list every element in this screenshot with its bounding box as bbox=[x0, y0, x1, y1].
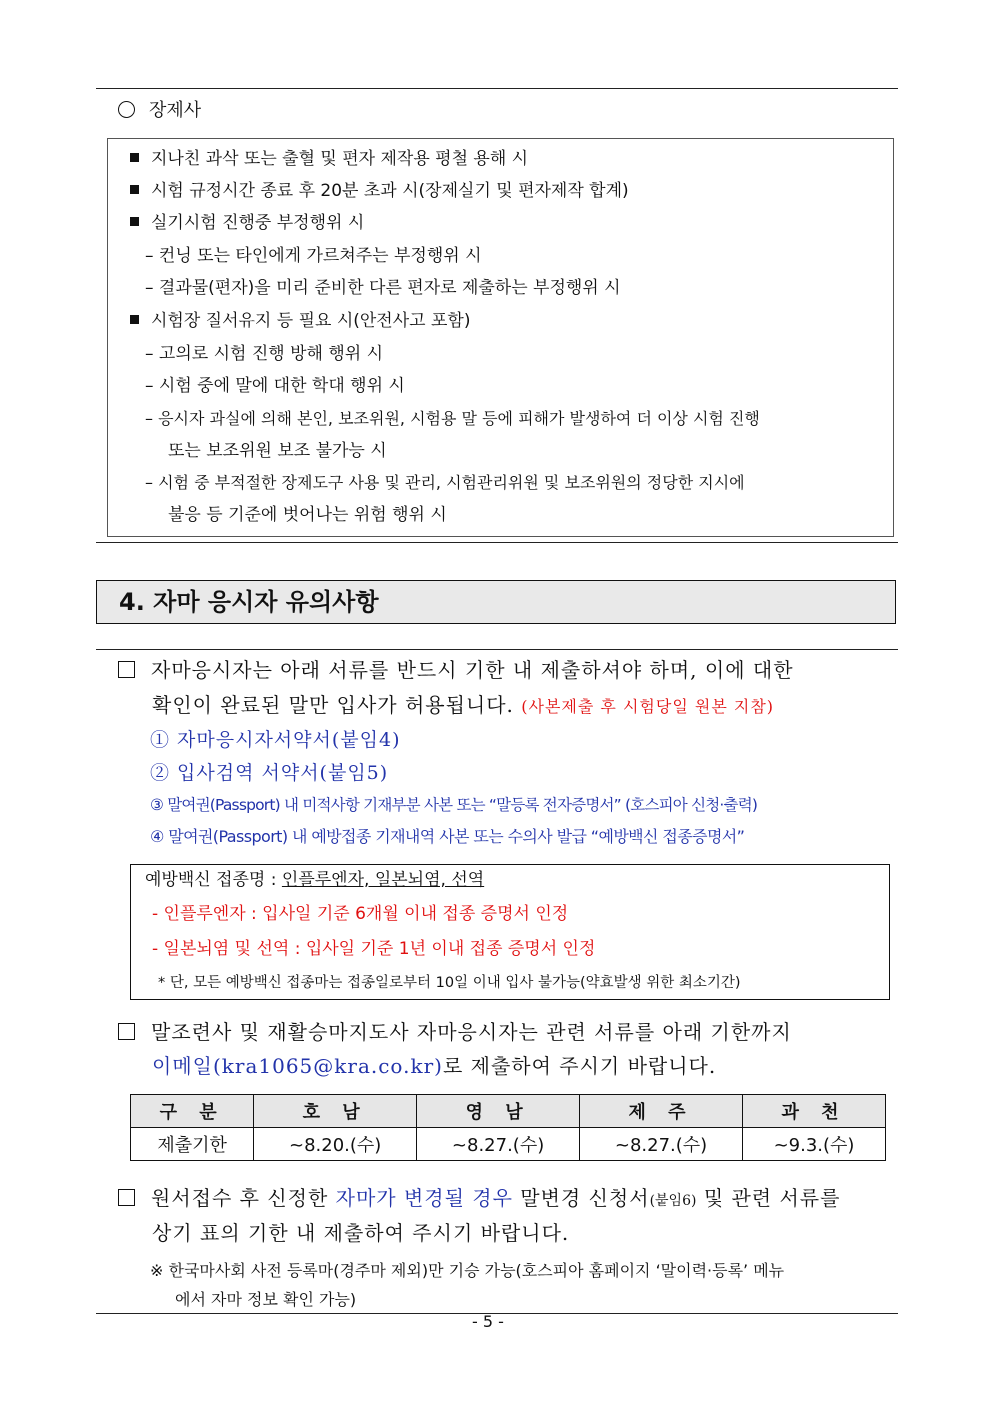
email-link[interactable]: 이메일(kra1065@kra.co.kr) bbox=[152, 1054, 443, 1078]
paragraph-2-line-1 bbox=[118, 1019, 792, 1045]
original-note: (사본제출 후 시험당일 원본 지참) bbox=[521, 697, 775, 716]
square-bullet-icon bbox=[130, 217, 139, 226]
square-bullet-icon bbox=[130, 185, 139, 194]
list-item-text: 응시자 과실에 의해 본인, 보조위원, 시험용 말 등에 피해가 발생하여 더 이상 시험 진행 bbox=[158, 409, 760, 428]
list-sub-item: – 시험 중 부적절한 장제도구 사용 및 관리, 시험관리위원 및 보조위원의 정당한 지시에 bbox=[145, 473, 745, 492]
document-item-4: ④ 말여권(Passport) 내 예방접종 기재내역 사본 또는 수의사 발급 “예방백신 접종증명서” bbox=[150, 827, 745, 846]
document-item-3: ③ 말여권(Passport) 내 미적사항 기재부분 사본 또는 “말등록 전자증명서” (호스피아 신청·출력) bbox=[150, 796, 758, 814]
paragraph-2-line-2 bbox=[152, 1053, 716, 1079]
list-item-text: 실기시험 진행중 부정행위 시 bbox=[151, 213, 365, 233]
divider bbox=[96, 542, 898, 543]
section-heading: 4. 자마 응시자 유의사항 bbox=[119, 588, 379, 616]
table-header-cell: 과 천 bbox=[743, 1095, 886, 1128]
paragraph-text: 로 제출하여 주시기 바랍니다. bbox=[442, 1054, 717, 1078]
registration-note: ※ 한국마사회 사전 등록마(경주마 제외)만 기승 가능(호스피아 홈페이지 ‘말이력·등록’ 메뉴 bbox=[150, 1261, 785, 1280]
paragraph-3-line-1 bbox=[118, 1185, 840, 1214]
list-item-text: 시험 규정시간 종료 후 20분 초과 시(장제실기 및 편자제작 합계) bbox=[151, 181, 629, 201]
paragraph-1-line-1 bbox=[118, 657, 794, 683]
vaccine-names: 인플루엔자, 일본뇌염, 선역 bbox=[281, 870, 485, 890]
list-sub-item-continuation: 또는 보조위원 보조 불가능 시 bbox=[168, 441, 387, 461]
list-sub-item: – 컨닝 또는 타인에게 가르쳐주는 부정행위 시 bbox=[145, 246, 482, 266]
paragraph-text: 말변경 신청서 bbox=[520, 1186, 650, 1210]
paragraph-text: 확인이 완료된 말만 입사가 허용됩니다. bbox=[152, 693, 514, 717]
list-item-text: 지나친 과삭 또는 출혈 및 편자 제작용 평철 용해 시 bbox=[151, 149, 529, 169]
paragraph-text: 말조련사 및 재활승마지도사 자마응시자는 관련 서류를 아래 기한까지 bbox=[151, 1020, 792, 1044]
table-row bbox=[131, 1128, 886, 1161]
list-sub-item: – 시험 중에 말에 대한 학대 행위 시 bbox=[145, 376, 405, 396]
square-bullet-icon bbox=[130, 153, 139, 162]
top-divider bbox=[96, 88, 898, 89]
list-item-text: 결과물(편자)을 미리 준비한 다른 편자로 제출하는 부정행위 시 bbox=[158, 278, 621, 298]
paragraph-text: 및 관련 서류를 bbox=[703, 1186, 841, 1210]
vaccine-names-line bbox=[145, 869, 484, 891]
document-item-2: ② 입사검역 서약서(붙임5) bbox=[150, 762, 389, 784]
vaccine-encephalitis-rule: - 일본뇌염 및 선역 : 입사일 기준 1년 이내 접종 증명서 인정 bbox=[152, 939, 596, 959]
list-sub-item-continuation: 불응 등 기준에 벗어나는 위험 행위 시 bbox=[168, 505, 447, 525]
list-item bbox=[130, 148, 528, 170]
checkbox-icon bbox=[118, 1189, 135, 1206]
table-cell: ~9.3.(수) bbox=[743, 1128, 886, 1161]
registration-note-continuation: 에서 자마 정보 확인 가능) bbox=[175, 1290, 357, 1309]
table-cell: 제출기한 bbox=[131, 1128, 254, 1161]
section-title-farrier bbox=[118, 99, 201, 123]
paragraph-1-line-2 bbox=[152, 692, 774, 720]
list-item-text: 고의로 시험 진행 방해 행위 시 bbox=[158, 344, 383, 364]
vaccine-influenza-rule: - 인플루엔자 : 입사일 기준 6개월 이내 접종 증명서 인정 bbox=[152, 904, 569, 924]
table-header-cell: 영 남 bbox=[417, 1095, 580, 1128]
attachment-ref: (붙임6) bbox=[649, 1193, 697, 1209]
checkbox-icon bbox=[118, 661, 135, 678]
paragraph-text: 자마응시자는 아래 서류를 반드시 기한 내 제출하셔야 하며, 이에 대한 bbox=[151, 658, 794, 682]
section-title-text: 장제사 bbox=[149, 100, 202, 121]
list-sub-item: – 응시자 과실에 의해 본인, 보조위원, 시험용 말 등에 피해가 발생하여 더 이상 시험 진행 bbox=[145, 409, 760, 428]
list-item-text: 시험 중 부적절한 장제도구 사용 및 관리, 시험관리위원 및 보조위원의 정당한 지시에 bbox=[158, 473, 745, 492]
circle-icon bbox=[118, 101, 135, 118]
list-sub-item: – 고의로 시험 진행 방해 행위 시 bbox=[145, 344, 383, 364]
list-item bbox=[130, 212, 364, 234]
list-item-text: 시험 중에 말에 대한 학대 행위 시 bbox=[158, 376, 405, 396]
vaccine-label: 예방백신 접종명 : bbox=[145, 870, 277, 890]
table-cell: ~8.27.(수) bbox=[580, 1128, 743, 1161]
table-cell: ~8.20.(수) bbox=[254, 1128, 417, 1161]
list-item bbox=[130, 310, 470, 332]
table-header-cell: 제 주 bbox=[580, 1095, 743, 1128]
table-header-cell: 호 남 bbox=[254, 1095, 417, 1128]
document-item-1: ① 자마응시자서약서(붙임4) bbox=[150, 729, 401, 751]
vaccine-note: * 단, 모든 예방백신 접종마는 접종일로부터 10일 이내 입사 불가능(약효발생 위한 최소기간) bbox=[158, 975, 741, 991]
table-header-cell: 구 분 bbox=[131, 1095, 254, 1128]
table-header-row bbox=[131, 1095, 886, 1128]
page-number: - 5 - bbox=[472, 1312, 504, 1331]
list-item-text: 시험장 질서유지 등 필요 시(안전사고 포함) bbox=[151, 311, 471, 331]
list-sub-item: – 결과물(편자)을 미리 준비한 다른 편자로 제출하는 부정행위 시 bbox=[145, 278, 621, 298]
square-bullet-icon bbox=[130, 315, 139, 324]
list-item bbox=[130, 180, 629, 202]
checkbox-icon bbox=[118, 1023, 135, 1040]
list-item-text: 컨닝 또는 타인에게 가르쳐주는 부정행위 시 bbox=[158, 246, 482, 266]
table-cell: ~8.27.(수) bbox=[417, 1128, 580, 1161]
section-heading-box bbox=[96, 580, 896, 624]
highlight-text: 자마가 변경될 경우 bbox=[335, 1186, 513, 1210]
deadline-table bbox=[130, 1094, 886, 1161]
paragraph-3-line-2: 상기 표의 기한 내 제출하여 주시기 바랍니다. bbox=[152, 1221, 570, 1245]
paragraph-text: 원서접수 후 신정한 bbox=[151, 1186, 329, 1210]
divider bbox=[96, 649, 898, 650]
